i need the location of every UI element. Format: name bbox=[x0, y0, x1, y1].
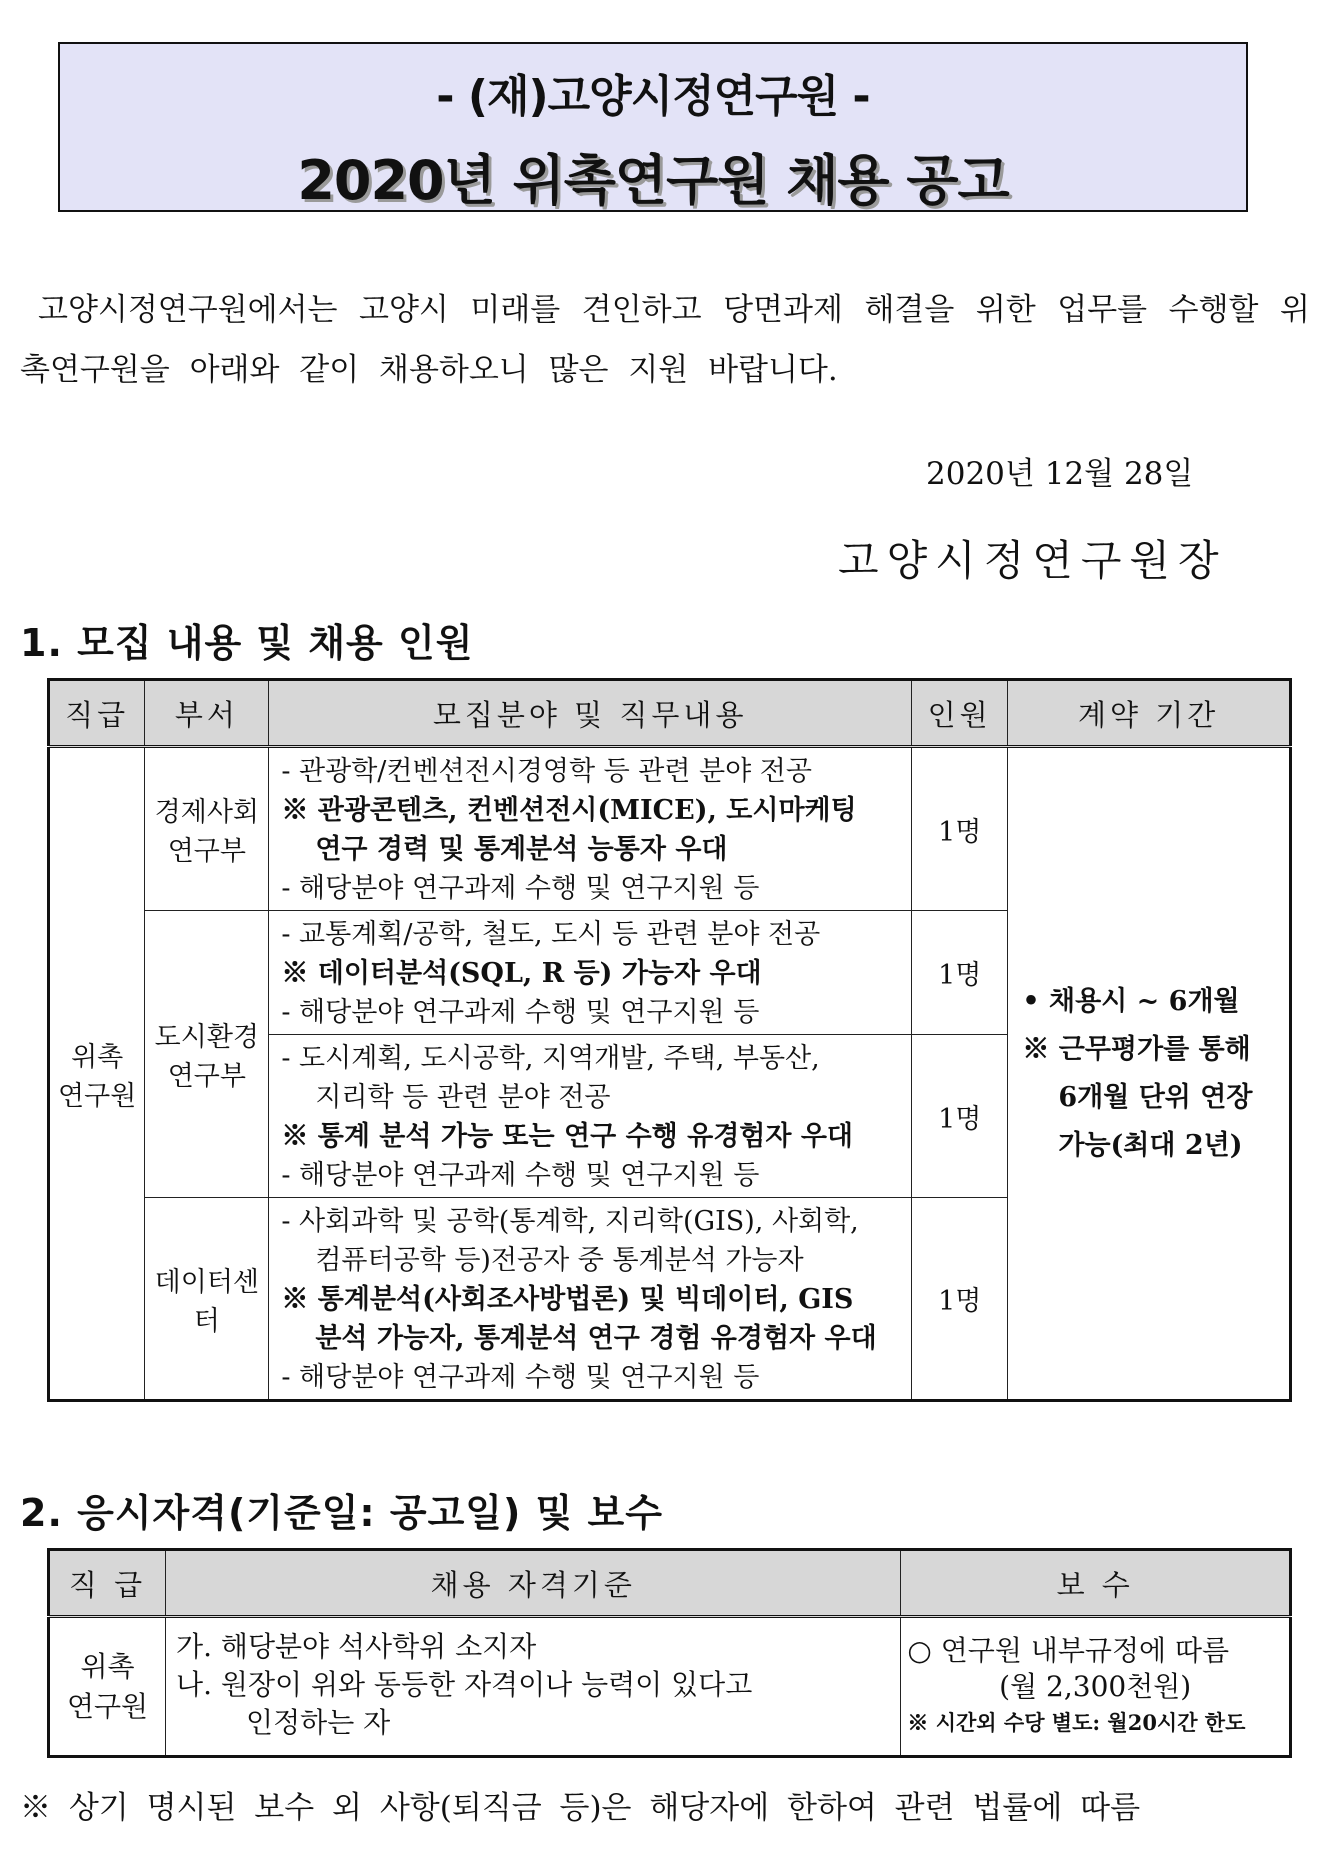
contract-line: 가능(최대 2년) bbox=[1058, 1129, 1243, 1161]
dept-line: 데이터센터 bbox=[154, 1266, 259, 1337]
duty-line: 컴퓨터공학 등)전공자 중 통계분석 가능자 bbox=[315, 1245, 804, 1276]
org-line: - (재)고양시정연구원 - bbox=[436, 71, 870, 122]
duty-cell bbox=[269, 747, 912, 911]
col-header-quals: 채용 자격기준 bbox=[166, 1550, 901, 1617]
col-header-contract: 계약 기간 bbox=[1008, 680, 1291, 747]
duty-line: - 사회과학 및 공학(통계학, 지리학(GIS), 사회학, bbox=[281, 1206, 859, 1237]
col-header-count: 인원 bbox=[912, 680, 1008, 747]
dept-line: 연구부 bbox=[167, 836, 246, 867]
col-header-rank: 직 급 bbox=[49, 1550, 166, 1617]
qualification-table bbox=[47, 1548, 1292, 1758]
count-cell: 1명 bbox=[912, 747, 1008, 911]
dept-line: 연구부 bbox=[167, 1061, 246, 1092]
dept-line: 도시환경 bbox=[154, 1022, 259, 1053]
table-header-row bbox=[49, 680, 1291, 747]
dept-cell bbox=[145, 747, 269, 911]
table-row bbox=[49, 1617, 1291, 1757]
duty-line: ※ 데이터분석(SQL, R 등) 가능자 우대 bbox=[281, 958, 762, 989]
qual-line: 나. 원장이 위와 동등한 자격이나 능력이 있다고 bbox=[176, 1668, 753, 1701]
pay-line: ○ 연구원 내부규정에 따름 bbox=[907, 1633, 1230, 1667]
duty-line: - 교통계획/공학, 철도, 도시 등 관련 분야 전공 bbox=[281, 919, 821, 950]
contract-line: 6개월 단위 연장 bbox=[1058, 1081, 1253, 1113]
pay-note: ※ 시간외 수당 별도: 월20시간 한도 bbox=[907, 1709, 1246, 1735]
recruitment-table bbox=[47, 678, 1292, 1402]
table-header-row bbox=[49, 1550, 1291, 1617]
announcement-date: 2020년 12월 28일 bbox=[926, 456, 1194, 492]
rank-line: 위촉 bbox=[71, 1041, 124, 1073]
duty-line: - 해당분야 연구과제 수행 및 연구지원 등 bbox=[281, 873, 760, 904]
rank-line: 위촉 bbox=[80, 1649, 135, 1683]
rank-cell bbox=[49, 747, 145, 1401]
count-cell: 1명 bbox=[912, 1198, 1008, 1401]
intro-paragraph: 고양시정연구원에서는 고양시 미래를 견인하고 당면과제 해결을 위한 업무를 수행할 위촉연구원을 아래와 같이 채용하오니 많은 지원 바랍니다. bbox=[20, 292, 1310, 388]
count-cell: 1명 bbox=[912, 1035, 1008, 1198]
duty-line: ※ 통계 분석 가능 또는 연구 수행 유경험자 우대 bbox=[281, 1121, 854, 1152]
signer: 고양시정연구원장 bbox=[838, 536, 1227, 585]
duty-line: ※ 관광콘텐츠, 컨벤션전시(MICE), 도시마케팅 bbox=[281, 795, 857, 826]
rank-line: 연구원 bbox=[58, 1080, 137, 1112]
duty-line: 지리학 등 관련 분야 전공 bbox=[315, 1082, 611, 1113]
dept-cell bbox=[145, 1198, 269, 1401]
duty-cell bbox=[269, 1035, 912, 1198]
duty-line: - 도시계획, 도시공학, 지역개발, 주택, 부동산, bbox=[281, 1043, 820, 1074]
section-2-heading: 2. 응시자격(기준일: 공고일) 및 보수 bbox=[20, 1491, 663, 1535]
pay-cell bbox=[901, 1617, 1291, 1757]
rank-line: 연구원 bbox=[66, 1689, 149, 1723]
qual-line: 인정하는 자 bbox=[246, 1706, 391, 1739]
duty-line: - 해당분야 연구과제 수행 및 연구지원 등 bbox=[281, 1362, 760, 1393]
duty-line: - 해당분야 연구과제 수행 및 연구지원 등 bbox=[281, 997, 760, 1028]
table-row bbox=[49, 747, 1291, 911]
duty-line: - 해당분야 연구과제 수행 및 연구지원 등 bbox=[281, 1160, 760, 1191]
dept-cell bbox=[145, 911, 269, 1198]
duty-line: 분석 가능자, 통계분석 연구 경험 유경험자 우대 bbox=[315, 1323, 877, 1354]
col-header-duty: 모집분야 및 직무내용 bbox=[269, 680, 912, 747]
pay-line: (월 2,300천원) bbox=[999, 1669, 1192, 1703]
duty-line: - 관광학/컨벤션전시경영학 등 관련 분야 전공 bbox=[281, 756, 812, 787]
col-header-pay: 보 수 bbox=[901, 1550, 1291, 1617]
duty-line: ※ 통계분석(사회조사방법론) 및 빅데이터, GIS bbox=[281, 1284, 854, 1315]
duty-cell bbox=[269, 1198, 912, 1401]
count-cell: 1명 bbox=[912, 911, 1008, 1035]
footnote: ※ 상기 명시된 보수 외 사항(퇴직금 등)은 해당자에 한하여 관련 법률에 따름 bbox=[20, 1790, 1141, 1826]
page-title: 2020년 위촉연구원 채용 공고 bbox=[297, 149, 1009, 212]
rank-cell bbox=[49, 1617, 166, 1757]
dept-line: 경제사회 bbox=[154, 797, 259, 828]
contract-line: • 채용시 ~ 6개월 bbox=[1022, 985, 1240, 1017]
section-1-heading: 1. 모집 내용 및 채용 인원 bbox=[20, 621, 474, 665]
col-header-dept: 부서 bbox=[145, 680, 269, 747]
col-header-rank: 직급 bbox=[49, 680, 145, 747]
contract-cell bbox=[1008, 747, 1291, 1401]
quals-cell bbox=[166, 1617, 901, 1757]
qual-line: 가. 해당분야 석사학위 소지자 bbox=[176, 1630, 537, 1663]
duty-cell bbox=[269, 911, 912, 1035]
contract-line: ※ 근무평가를 통해 bbox=[1022, 1033, 1251, 1065]
title-box bbox=[58, 42, 1248, 212]
duty-line: 연구 경력 및 통계분석 능통자 우대 bbox=[315, 834, 728, 865]
